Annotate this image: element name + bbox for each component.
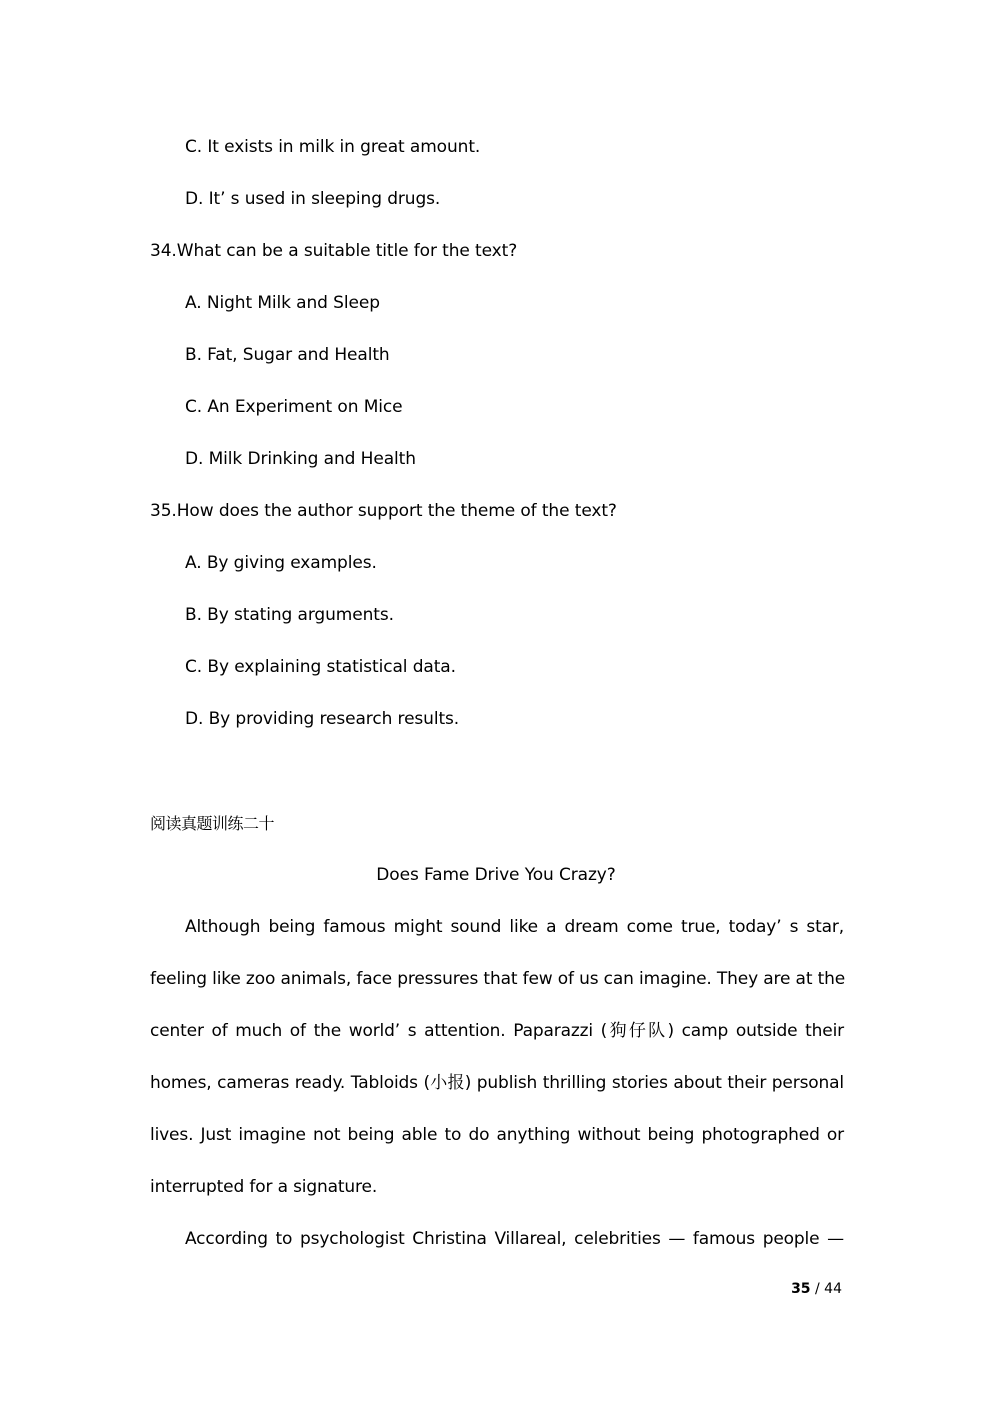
q34-option-a: A. Night Milk and Sleep — [185, 293, 380, 313]
paragraph-2-line: According to psychologist Christina Villareal, celebrities — famous people — — [185, 1229, 844, 1249]
q35-option-a: A. By giving examples. — [185, 553, 377, 573]
page-number — [791, 1280, 842, 1298]
q34-option-d: D. Milk Drinking and Health — [185, 449, 416, 469]
q34-option-c: C. An Experiment on Mice — [185, 397, 403, 417]
q35-prompt: 35.How does the author support the theme of the text? — [150, 501, 617, 521]
current-page-number: 35 — [791, 1281, 811, 1297]
paragraph-1-line: homes, cameras ready. Tabloids (小报) publish thrilling stories about their personal — [150, 1073, 844, 1093]
paragraph-1-line: Although being famous might sound like a dream come true, today’ s star, — [185, 917, 844, 937]
q34-option-b: B. Fat, Sugar and Health — [185, 345, 390, 365]
passage-title: Does Fame Drive You Crazy? — [376, 865, 616, 885]
paragraph-1-line: center of much of the world’ s attention. Paparazzi (狗仔队) camp outside their — [150, 1021, 844, 1041]
paragraph-1-line: feeling like zoo animals, face pressures that few of us can imagine. They are at the — [150, 969, 846, 989]
q35-option-d: D. By providing research results. — [185, 709, 460, 729]
q34-prompt: 34.What can be a suitable title for the text? — [150, 241, 518, 261]
total-pages: 44 — [824, 1281, 842, 1297]
paragraph-1-line: lives. Just imagine not being able to do anything without being photographed or — [150, 1125, 844, 1145]
q33-option-c: C. It exists in milk in great amount. — [185, 137, 481, 157]
q35-option-c: C. By explaining statistical data. — [185, 657, 456, 677]
page-separator: / — [810, 1281, 825, 1297]
q35-option-b: B. By stating arguments. — [185, 605, 394, 625]
paragraph-1-line: interrupted for a signature. — [150, 1177, 378, 1197]
q33-option-d: D. It’ s used in sleeping drugs. — [185, 189, 441, 209]
section-heading: 阅读真题训练二十 — [150, 814, 275, 833]
